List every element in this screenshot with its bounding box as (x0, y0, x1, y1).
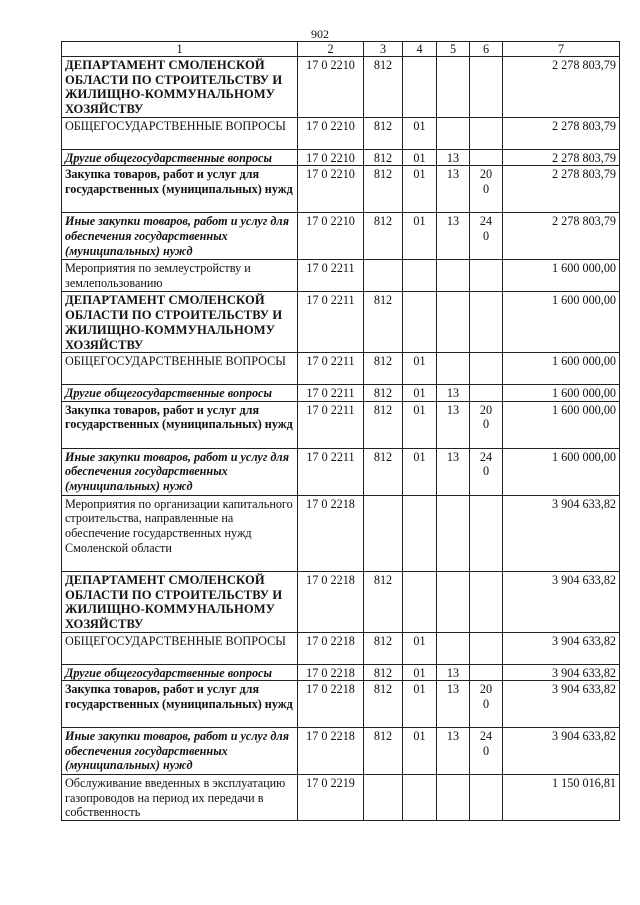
cell-col-2: 17 0 2211 (298, 260, 364, 292)
cell-col-4: 01 (403, 117, 437, 149)
cell-col-4: 01 (403, 448, 437, 495)
cell-col-7: 3 904 633,82 (503, 681, 620, 728)
cell-col-3: 812 (364, 385, 403, 402)
cell-col-6 (470, 353, 503, 385)
cell-col-5 (437, 495, 470, 571)
table-row (62, 117, 620, 149)
cell-col-5 (437, 571, 470, 632)
cell-col-6 (470, 57, 503, 118)
cell-col-5: 13 (437, 166, 470, 213)
header-col-7: 7 (503, 42, 620, 57)
cell-col-5 (437, 117, 470, 149)
cell-col-4: 01 (403, 353, 437, 385)
cell-col-7: 1 600 000,00 (503, 401, 620, 448)
cell-col-5 (437, 775, 470, 821)
table-row (62, 166, 620, 213)
cell-col-1: Закупка товаров, работ и услуг для государственных (муниципальных) нужд (62, 681, 298, 728)
cell-col-6 (470, 149, 503, 166)
cell-col-2: 17 0 2218 (298, 632, 364, 664)
table-row (62, 681, 620, 728)
table-row (62, 728, 620, 775)
cell-col-1: Иные закупки товаров, работ и услуг для обеспечения государственных (муниципальных) нужд (62, 448, 298, 495)
cell-col-5: 13 (437, 681, 470, 728)
budget-table (61, 41, 620, 821)
cell-col-1: Другие общегосударственные вопросы (62, 149, 298, 166)
cell-col-7: 1 600 000,00 (503, 353, 620, 385)
cell-col-1: Мероприятия по организации капитального строительства, направленные на обеспечение государственных нужд Смоленской области (62, 495, 298, 571)
cell-col-2: 17 0 2218 (298, 664, 364, 681)
cell-col-3: 812 (364, 353, 403, 385)
cell-col-1: Другие общегосударственные вопросы (62, 385, 298, 402)
cell-col-4: 01 (403, 728, 437, 775)
cell-col-4: 01 (403, 681, 437, 728)
cell-col-1: ОБЩЕГОСУДАРСТВЕННЫЕ ВОПРОСЫ (62, 117, 298, 149)
cell-col-1: Обслуживание введенных в эксплуатацию газопроводов на период их передачи в собственность (62, 775, 298, 821)
cell-col-3: 812 (364, 57, 403, 118)
cell-col-4: 01 (403, 632, 437, 664)
cell-col-2: 17 0 2210 (298, 149, 364, 166)
header-col-5: 5 (437, 42, 470, 57)
cell-col-2: 17 0 2219 (298, 775, 364, 821)
cell-col-3: 812 (364, 681, 403, 728)
header-col-3: 3 (364, 42, 403, 57)
table-row (62, 57, 620, 118)
cell-col-7: 2 278 803,79 (503, 117, 620, 149)
cell-col-6: 24 0 (470, 213, 503, 260)
table-row (62, 260, 620, 292)
cell-col-2: 17 0 2218 (298, 728, 364, 775)
cell-col-4: 01 (403, 213, 437, 260)
cell-col-3: 812 (364, 728, 403, 775)
cell-col-1: ДЕПАРТАМЕНТ СМОЛЕНСКОЙ ОБЛАСТИ ПО СТРОИТЕЛЬСТВУ И ЖИЛИЩНО-КОММУНАЛЬНОМУ ХОЗЯЙСТВУ (62, 292, 298, 353)
cell-col-1: ОБЩЕГОСУДАРСТВЕННЫЕ ВОПРОСЫ (62, 353, 298, 385)
cell-col-6 (470, 385, 503, 402)
cell-col-4 (403, 57, 437, 118)
cell-col-3: 812 (364, 664, 403, 681)
cell-col-7: 1 600 000,00 (503, 260, 620, 292)
cell-col-1: Мероприятия по землеустройству и землепользованию (62, 260, 298, 292)
cell-col-5: 13 (437, 448, 470, 495)
cell-col-2: 17 0 2218 (298, 495, 364, 571)
table-row (62, 664, 620, 681)
cell-col-1: Иные закупки товаров, работ и услуг для обеспечения государственных (муниципальных) нужд (62, 213, 298, 260)
cell-col-4: 01 (403, 401, 437, 448)
table-row (62, 385, 620, 402)
cell-col-6 (470, 632, 503, 664)
cell-col-2: 17 0 2210 (298, 213, 364, 260)
cell-col-3 (364, 495, 403, 571)
cell-col-3: 812 (364, 149, 403, 166)
cell-col-1: Закупка товаров, работ и услуг для государственных (муниципальных) нужд (62, 166, 298, 213)
cell-col-6 (470, 292, 503, 353)
cell-col-5 (437, 353, 470, 385)
header-col-1: 1 (62, 42, 298, 57)
header-col-4: 4 (403, 42, 437, 57)
page-number: 902 (311, 27, 329, 41)
cell-col-5: 13 (437, 728, 470, 775)
cell-col-1: Иные закупки товаров, работ и услуг для обеспечения государственных (муниципальных) нужд (62, 728, 298, 775)
cell-col-5 (437, 260, 470, 292)
cell-col-2: 17 0 2211 (298, 401, 364, 448)
cell-col-1: ОБЩЕГОСУДАРСТВЕННЫЕ ВОПРОСЫ (62, 632, 298, 664)
table-row (62, 401, 620, 448)
cell-col-6: 20 0 (470, 681, 503, 728)
cell-col-7: 2 278 803,79 (503, 57, 620, 118)
cell-col-6: 20 0 (470, 166, 503, 213)
cell-col-2: 17 0 2211 (298, 385, 364, 402)
cell-col-2: 17 0 2218 (298, 571, 364, 632)
cell-col-6 (470, 495, 503, 571)
cell-col-4: 01 (403, 166, 437, 213)
cell-col-5 (437, 292, 470, 353)
cell-col-3: 812 (364, 213, 403, 260)
cell-col-2: 17 0 2210 (298, 117, 364, 149)
cell-col-5 (437, 57, 470, 118)
table-row (62, 495, 620, 571)
cell-col-2: 17 0 2211 (298, 353, 364, 385)
cell-col-6 (470, 775, 503, 821)
cell-col-6: 24 0 (470, 728, 503, 775)
cell-col-7: 3 904 633,82 (503, 495, 620, 571)
cell-col-4 (403, 292, 437, 353)
cell-col-6 (470, 571, 503, 632)
cell-col-2: 17 0 2211 (298, 448, 364, 495)
cell-col-7: 2 278 803,79 (503, 166, 620, 213)
cell-col-4 (403, 775, 437, 821)
cell-col-6 (470, 260, 503, 292)
cell-col-7: 1 600 000,00 (503, 292, 620, 353)
cell-col-6: 24 0 (470, 448, 503, 495)
table-row (62, 149, 620, 166)
cell-col-6: 20 0 (470, 401, 503, 448)
cell-col-1: ДЕПАРТАМЕНТ СМОЛЕНСКОЙ ОБЛАСТИ ПО СТРОИТЕЛЬСТВУ И ЖИЛИЩНО-КОММУНАЛЬНОМУ ХОЗЯЙСТВУ (62, 57, 298, 118)
cell-col-7: 3 904 633,82 (503, 664, 620, 681)
cell-col-7: 1 600 000,00 (503, 448, 620, 495)
cell-col-6 (470, 117, 503, 149)
cell-col-4 (403, 495, 437, 571)
table-body (62, 57, 620, 821)
cell-col-2: 17 0 2210 (298, 57, 364, 118)
cell-col-4: 01 (403, 664, 437, 681)
cell-col-3: 812 (364, 571, 403, 632)
cell-col-5: 13 (437, 385, 470, 402)
cell-col-7: 2 278 803,79 (503, 149, 620, 166)
cell-col-1: Закупка товаров, работ и услуг для государственных (муниципальных) нужд (62, 401, 298, 448)
header-row (62, 42, 620, 57)
cell-col-3: 812 (364, 632, 403, 664)
table-row (62, 448, 620, 495)
cell-col-3 (364, 260, 403, 292)
cell-col-7: 1 600 000,00 (503, 385, 620, 402)
cell-col-5: 13 (437, 149, 470, 166)
cell-col-3: 812 (364, 401, 403, 448)
cell-col-4: 01 (403, 385, 437, 402)
cell-col-6 (470, 664, 503, 681)
cell-col-5: 13 (437, 664, 470, 681)
cell-col-4 (403, 260, 437, 292)
header-col-2: 2 (298, 42, 364, 57)
cell-col-7: 1 150 016,81 (503, 775, 620, 821)
cell-col-2: 17 0 2218 (298, 681, 364, 728)
cell-col-3 (364, 775, 403, 821)
header-col-6: 6 (470, 42, 503, 57)
cell-col-7: 3 904 633,82 (503, 728, 620, 775)
cell-col-3: 812 (364, 292, 403, 353)
cell-col-4 (403, 571, 437, 632)
cell-col-4: 01 (403, 149, 437, 166)
cell-col-3: 812 (364, 117, 403, 149)
cell-col-1: Другие общегосударственные вопросы (62, 664, 298, 681)
cell-col-7: 3 904 633,82 (503, 632, 620, 664)
cell-col-7: 3 904 633,82 (503, 571, 620, 632)
table-row (62, 353, 620, 385)
table-row (62, 292, 620, 353)
cell-col-1: ДЕПАРТАМЕНТ СМОЛЕНСКОЙ ОБЛАСТИ ПО СТРОИТЕЛЬСТВУ И ЖИЛИЩНО-КОММУНАЛЬНОМУ ХОЗЯЙСТВУ (62, 571, 298, 632)
cell-col-3: 812 (364, 448, 403, 495)
cell-col-7: 2 278 803,79 (503, 213, 620, 260)
table-row (62, 632, 620, 664)
cell-col-5: 13 (437, 401, 470, 448)
cell-col-3: 812 (364, 166, 403, 213)
table-row (62, 571, 620, 632)
table-row (62, 213, 620, 260)
cell-col-5 (437, 632, 470, 664)
table-row (62, 775, 620, 821)
cell-col-2: 17 0 2211 (298, 292, 364, 353)
cell-col-2: 17 0 2210 (298, 166, 364, 213)
cell-col-5: 13 (437, 213, 470, 260)
